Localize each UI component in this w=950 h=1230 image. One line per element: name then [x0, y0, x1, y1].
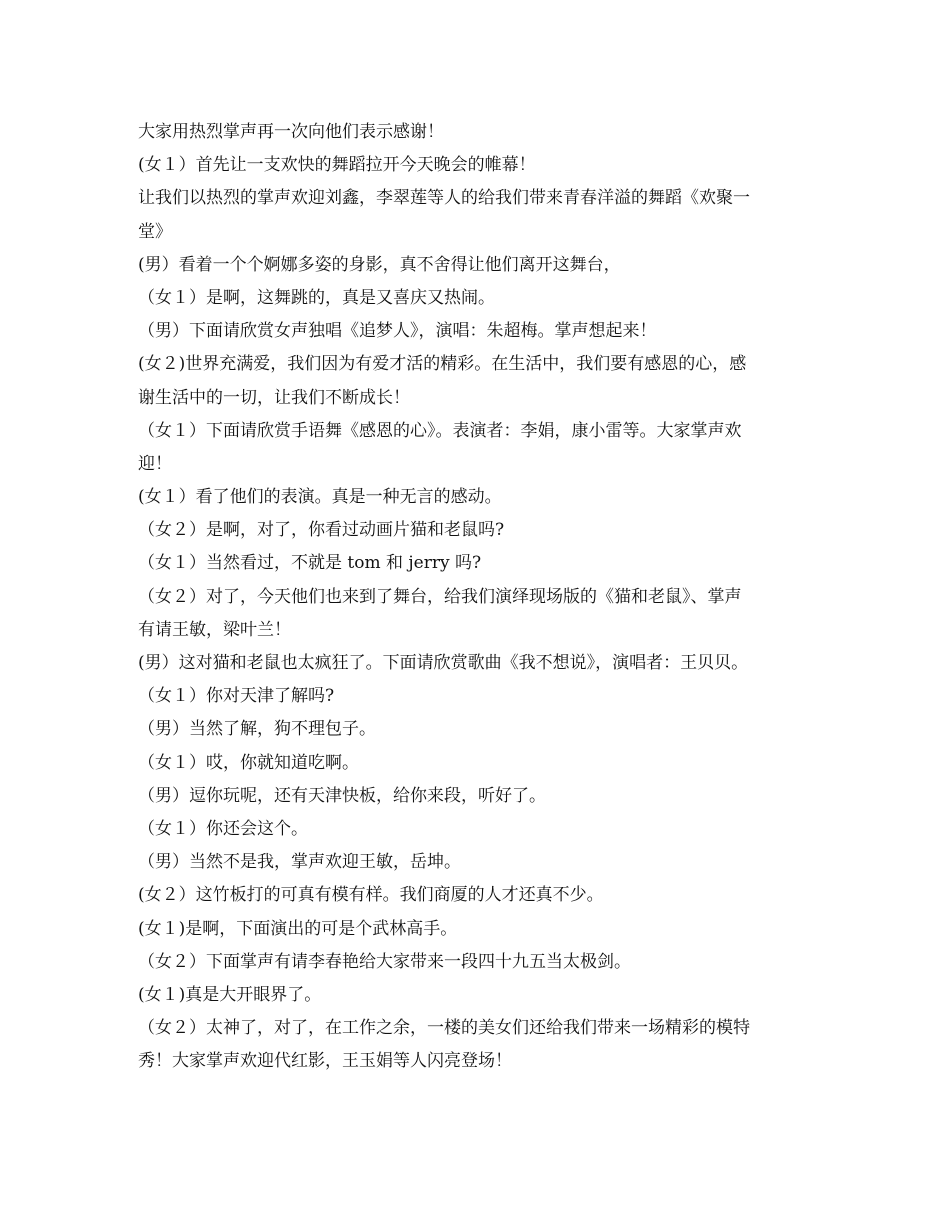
text-line: （女１）是啊，这舞跳的，真是又喜庆又热闹。: [138, 287, 495, 308]
text-line: （女１）你对天津了解吗?: [138, 686, 335, 707]
text-line: （女１）当然看过，不就是 tom 和 jerry 吗?: [138, 553, 482, 574]
text-line: （男）当然了解，狗不理包子。: [138, 719, 376, 740]
text-line: （女２）下面掌声有请李春艳给大家带来一段四十九五当太极剑。: [138, 951, 631, 972]
text-line: （女１）哎，你就知道吃啊。: [138, 752, 359, 773]
text-line: (女２)世界充满爱，我们因为有爱才活的精彩。在生活中，我们要有感恩的心，感: [138, 354, 747, 375]
text-line: (女１)真是大开眼界了。: [138, 984, 322, 1005]
text-line: 迎！: [138, 453, 172, 474]
text-line: （男）当然不是我，掌声欢迎王敏，岳坤。: [138, 852, 461, 873]
text-line: 堂》: [138, 221, 172, 242]
text-line: （男）逗你玩呢，还有天津快板，给你来段，听好了。: [138, 785, 546, 806]
text-line: 让我们以热烈的掌声欢迎刘鑫，李翠莲等人的给我们带来青春洋溢的舞蹈《欢聚一: [138, 188, 750, 209]
text-line: (男）看着一个个婀娜多姿的身影，真不舍得让他们离开这舞台，: [138, 254, 621, 275]
text-line: （女２）对了，今天他们也来到了舞台，给我们演绎现场版的《猫和老鼠》、掌声: [138, 586, 742, 607]
text-line: （女２）太神了，对了，在工作之余，一楼的美女们还给我们带来一场精彩的模特: [138, 1018, 750, 1039]
text-line: (男）这对猫和老鼠也太疯狂了。下面请欣赏歌曲《我不想说》，演唱者：王贝贝。: [138, 653, 749, 673]
document-body: [138, 116, 814, 1078]
text-line: (女１）首先让一支欢快的舞蹈拉开今天晚会的帷幕！: [138, 155, 536, 176]
text-line: （男）下面请欣赏女声独唱《追梦人》，演唱：朱超梅。掌声想起来！: [138, 321, 657, 342]
text-line: (女１)是啊，下面演出的可是个武林高手。: [138, 918, 458, 939]
text-line: （女１）下面请欣赏手语舞《感恩的心》。表演者：李娟，康小雷等。大家掌声欢: [138, 420, 742, 441]
text-line: （女１）你还会这个。: [138, 818, 308, 839]
text-line: (女２）这竹板打的可真有模有样。我们商厦的人才还真不少。: [138, 885, 604, 906]
text-line: 谢生活中的一切，让我们不断成长！: [138, 387, 410, 408]
text-line: 大家用热烈掌声再一次向他们表示感谢！: [138, 122, 444, 142]
text-line: 秀！大家掌声欢迎代红影，王玉娟等人闪亮登场！: [138, 1051, 512, 1072]
text-line: (女１）看了他们的表演。真是一种无言的感动。: [138, 487, 502, 508]
text-line: 有请王敏，梁叶兰！: [138, 619, 291, 640]
text-line: （女２）是啊，对了，你看过动画片猫和老鼠吗?: [138, 520, 505, 541]
